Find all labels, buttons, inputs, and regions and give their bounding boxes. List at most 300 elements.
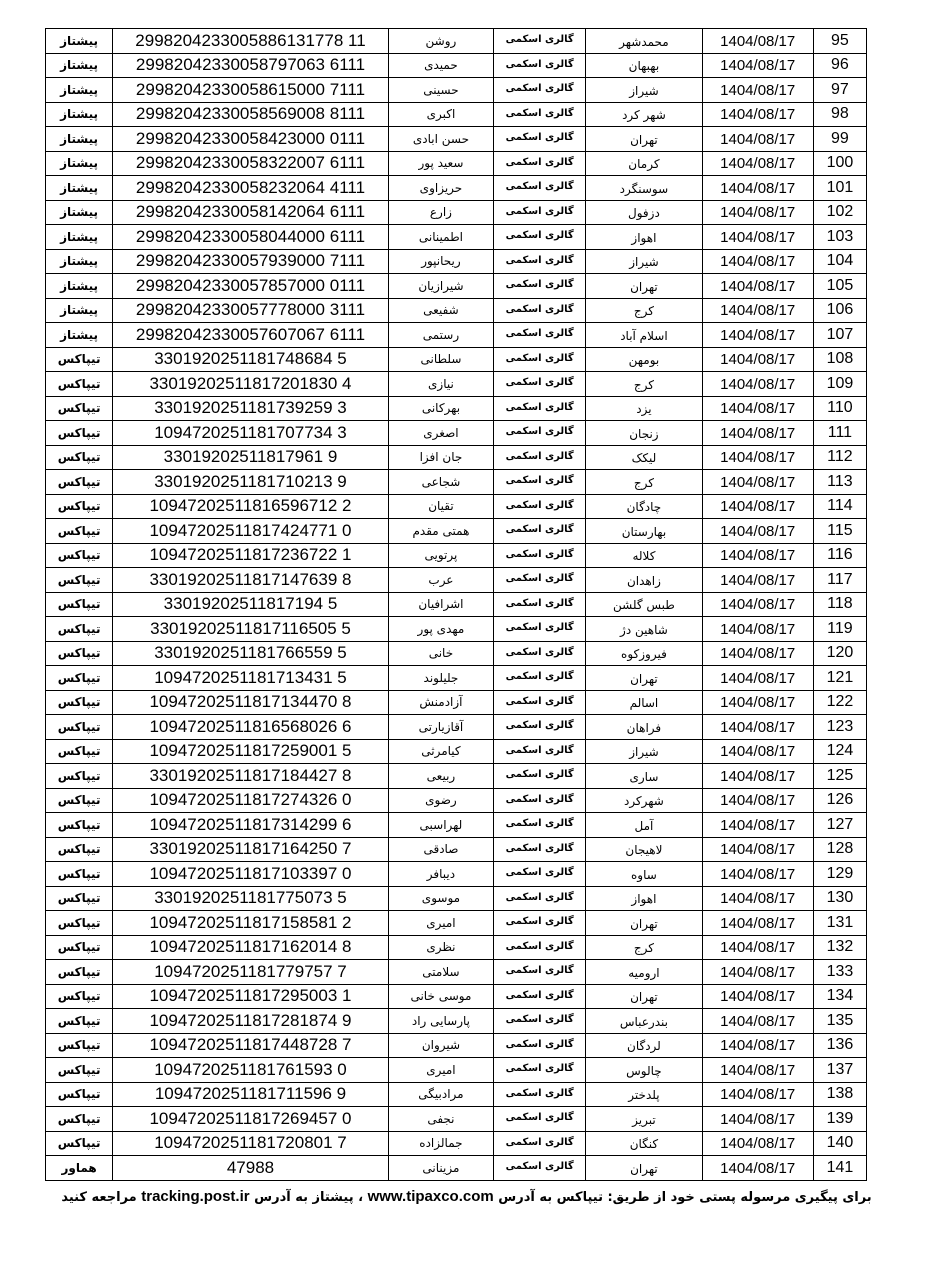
date-cell: 1404/08/17: [702, 935, 813, 960]
carrier-cell: تیپاکس: [46, 690, 113, 715]
sender-cell: گالری اسکمی: [494, 1009, 586, 1034]
sender-cell: گالری اسکمی: [494, 788, 586, 813]
date-cell: 1404/08/17: [702, 347, 813, 372]
tracking-number-cell: 3301920251181775073 5: [113, 886, 389, 911]
row-number-cell: 128: [813, 837, 866, 862]
city-cell: تهران: [586, 666, 702, 691]
recipient-name-cell: همتی مقدم: [388, 519, 493, 544]
carrier-cell: پیشتاز: [46, 274, 113, 299]
tracking-number-cell: 3301920251181766559 5: [113, 641, 389, 666]
recipient-name-cell: کیامرثی: [388, 739, 493, 764]
city-cell: اسالم: [586, 690, 702, 715]
recipient-name-cell: شیروان: [388, 1033, 493, 1058]
carrier-cell: تیپاکس: [46, 862, 113, 887]
tracking-number-cell: 33019202511817184427 8: [113, 764, 389, 789]
row-number-cell: 140: [813, 1131, 866, 1156]
table-row: [46, 617, 867, 642]
date-cell: 1404/08/17: [702, 29, 813, 54]
row-number-cell: 106: [813, 298, 866, 323]
row-number-cell: 135: [813, 1009, 866, 1034]
table-row: [46, 886, 867, 911]
city-cell: تهران: [586, 274, 702, 299]
city-cell: کلاله: [586, 543, 702, 568]
date-cell: 1404/08/17: [702, 960, 813, 985]
carrier-cell: تیپاکس: [46, 837, 113, 862]
table-row: [46, 1009, 867, 1034]
city-cell: زنجان: [586, 421, 702, 446]
table-row: [46, 298, 867, 323]
date-cell: 1404/08/17: [702, 1156, 813, 1181]
city-cell: چادگان: [586, 494, 702, 519]
sender-cell: گالری اسکمی: [494, 225, 586, 250]
city-cell: ارومیه: [586, 960, 702, 985]
carrier-cell: تیپاکس: [46, 1033, 113, 1058]
recipient-name-cell: حریزاوی: [388, 176, 493, 201]
date-cell: 1404/08/17: [702, 372, 813, 397]
table-row: [46, 1058, 867, 1083]
table-row: [46, 862, 867, 887]
recipient-name-cell: مرادبیگی: [388, 1082, 493, 1107]
city-cell: اهواز: [586, 225, 702, 250]
date-cell: 1404/08/17: [702, 862, 813, 887]
recipient-name-cell: ریحانپور: [388, 249, 493, 274]
city-cell: کرمان: [586, 151, 702, 176]
tracking-number-cell: 1094720251181720801 7: [113, 1131, 389, 1156]
tracking-number-cell: 10947202511816568026 6: [113, 715, 389, 740]
sender-cell: گالری اسکمی: [494, 715, 586, 740]
tracking-number-cell: 10947202511817295003 1: [113, 984, 389, 1009]
row-number-cell: 138: [813, 1082, 866, 1107]
sender-cell: گالری اسکمی: [494, 494, 586, 519]
date-cell: 1404/08/17: [702, 1107, 813, 1132]
row-number-cell: 120: [813, 641, 866, 666]
recipient-name-cell: اکبری: [388, 102, 493, 127]
carrier-cell: پیشتاز: [46, 53, 113, 78]
date-cell: 1404/08/17: [702, 225, 813, 250]
date-cell: 1404/08/17: [702, 543, 813, 568]
sender-cell: گالری اسکمی: [494, 249, 586, 274]
city-cell: تهران: [586, 127, 702, 152]
tracking-number-cell: 10947202511817103397 0: [113, 862, 389, 887]
city-cell: ساری: [586, 764, 702, 789]
row-number-cell: 129: [813, 862, 866, 887]
table-row: [46, 984, 867, 1009]
table-row: [46, 739, 867, 764]
city-cell: چالوس: [586, 1058, 702, 1083]
city-cell: بندرعباس: [586, 1009, 702, 1034]
table-row: [46, 445, 867, 470]
date-cell: 1404/08/17: [702, 249, 813, 274]
city-cell: کرج: [586, 372, 702, 397]
date-cell: 1404/08/17: [702, 53, 813, 78]
sender-cell: گالری اسکمی: [494, 739, 586, 764]
table-row: [46, 911, 867, 936]
table-row: [46, 813, 867, 838]
sender-cell: گالری اسکمی: [494, 1082, 586, 1107]
row-number-cell: 97: [813, 78, 866, 103]
date-cell: 1404/08/17: [702, 151, 813, 176]
tipax-url-link[interactable]: www.tipaxco.com: [367, 1188, 494, 1205]
carrier-cell: تیپاکس: [46, 935, 113, 960]
tracking-number-cell: 29982042330058322007 6111: [113, 151, 389, 176]
recipient-name-cell: پارسایی راد: [388, 1009, 493, 1034]
carrier-cell: تیپاکس: [46, 666, 113, 691]
table-row: [46, 249, 867, 274]
recipient-name-cell: اطمینانی: [388, 225, 493, 250]
sender-cell: گالری اسکمی: [494, 641, 586, 666]
row-number-cell: 99: [813, 127, 866, 152]
tracking-number-cell: 29982042330057778000 3111: [113, 298, 389, 323]
recipient-name-cell: شفیعی: [388, 298, 493, 323]
city-cell: کرج: [586, 935, 702, 960]
city-cell: تهران: [586, 1156, 702, 1181]
sender-cell: گالری اسکمی: [494, 690, 586, 715]
row-number-cell: 126: [813, 788, 866, 813]
city-cell: کنگان: [586, 1131, 702, 1156]
recipient-name-cell: شجاعی: [388, 470, 493, 495]
date-cell: 1404/08/17: [702, 1009, 813, 1034]
sender-cell: گالری اسکمی: [494, 470, 586, 495]
table-row: [46, 690, 867, 715]
date-cell: 1404/08/17: [702, 200, 813, 225]
carrier-cell: تیپاکس: [46, 568, 113, 593]
row-number-cell: 102: [813, 200, 866, 225]
carrier-cell: پیشتاز: [46, 127, 113, 152]
recipient-name-cell: نیازی: [388, 372, 493, 397]
recipient-name-cell: بهرکانی: [388, 396, 493, 421]
carrier-cell: تیپاکس: [46, 1131, 113, 1156]
date-cell: 1404/08/17: [702, 837, 813, 862]
city-cell: شاهین دژ: [586, 617, 702, 642]
table-row: [46, 274, 867, 299]
carrier-cell: تیپاکس: [46, 592, 113, 617]
recipient-name-cell: مزینانی: [388, 1156, 493, 1181]
recipient-name-cell: دیبافر: [388, 862, 493, 887]
carrier-cell: پیشتاز: [46, 249, 113, 274]
tracking-number-cell: 33019202511817116505 5: [113, 617, 389, 642]
recipient-name-cell: نجفی: [388, 1107, 493, 1132]
carrier-cell: پیشتاز: [46, 29, 113, 54]
table-row: [46, 519, 867, 544]
table-row: [46, 323, 867, 348]
tracking-footer-note: [20, 1188, 913, 1205]
row-number-cell: 131: [813, 911, 866, 936]
tracking-number-cell: 10947202511817424771 0: [113, 519, 389, 544]
sender-cell: گالری اسکمی: [494, 323, 586, 348]
recipient-name-cell: لهراسبی: [388, 813, 493, 838]
row-number-cell: 96: [813, 53, 866, 78]
recipient-name-cell: امیری: [388, 911, 493, 936]
carrier-cell: پیشتاز: [46, 176, 113, 201]
tracking-number-cell: 1094720251181711596 9: [113, 1082, 389, 1107]
table-row: [46, 788, 867, 813]
sender-cell: گالری اسکمی: [494, 29, 586, 54]
table-row: [46, 1131, 867, 1156]
recipient-name-cell: امیری: [388, 1058, 493, 1083]
table-row: [46, 1033, 867, 1058]
recipient-name-cell: پرتویی: [388, 543, 493, 568]
city-cell: زاهدان: [586, 568, 702, 593]
city-cell: ساوه: [586, 862, 702, 887]
date-cell: 1404/08/17: [702, 617, 813, 642]
tracking-number-cell: 1094720251181707734 3: [113, 421, 389, 446]
date-cell: 1404/08/17: [702, 1082, 813, 1107]
table-row: [46, 666, 867, 691]
city-cell: تهران: [586, 984, 702, 1009]
date-cell: 1404/08/17: [702, 274, 813, 299]
table-row: [46, 1107, 867, 1132]
city-cell: فراهان: [586, 715, 702, 740]
sender-cell: گالری اسکمی: [494, 372, 586, 397]
tracking-number-cell: 29982042330058423000 0111: [113, 127, 389, 152]
carrier-cell: تیپاکس: [46, 445, 113, 470]
carrier-cell: تیپاکس: [46, 347, 113, 372]
date-cell: 1404/08/17: [702, 641, 813, 666]
sender-cell: گالری اسکمی: [494, 1033, 586, 1058]
carrier-cell: پیشتاز: [46, 200, 113, 225]
city-cell: محمدشهر: [586, 29, 702, 54]
recipient-name-cell: جمالزاده: [388, 1131, 493, 1156]
tracking-number-cell: 29982042330058044000 6111: [113, 225, 389, 250]
date-cell: 1404/08/17: [702, 78, 813, 103]
sender-cell: گالری اسکمی: [494, 102, 586, 127]
table-row: [46, 53, 867, 78]
table-row: [46, 935, 867, 960]
recipient-name-cell: ربیعی: [388, 764, 493, 789]
row-number-cell: 101: [813, 176, 866, 201]
table-row: [46, 78, 867, 103]
city-cell: بهبهان: [586, 53, 702, 78]
sender-cell: گالری اسکمی: [494, 1058, 586, 1083]
carrier-cell: پیشتاز: [46, 323, 113, 348]
recipient-name-cell: آزادمنش: [388, 690, 493, 715]
sender-cell: گالری اسکمی: [494, 837, 586, 862]
date-cell: 1404/08/17: [702, 592, 813, 617]
sender-cell: گالری اسکمی: [494, 298, 586, 323]
tracking-number-cell: 29982042330058569008 8111: [113, 102, 389, 127]
table-row: [46, 102, 867, 127]
carrier-cell: تیپاکس: [46, 421, 113, 446]
carrier-cell: تیپاکس: [46, 813, 113, 838]
table-row: [46, 960, 867, 985]
sender-cell: گالری اسکمی: [494, 151, 586, 176]
recipient-name-cell: روشن: [388, 29, 493, 54]
recipient-name-cell: سلامتی: [388, 960, 493, 985]
tracking-number-cell: 10947202511817274326 0: [113, 788, 389, 813]
carrier-cell: تیپاکس: [46, 494, 113, 519]
recipient-name-cell: حسن ابادی: [388, 127, 493, 152]
date-cell: 1404/08/17: [702, 127, 813, 152]
date-cell: 1404/08/17: [702, 421, 813, 446]
carrier-cell: پیشتاز: [46, 102, 113, 127]
recipient-name-cell: شیرازیان: [388, 274, 493, 299]
row-number-cell: 95: [813, 29, 866, 54]
date-cell: 1404/08/17: [702, 323, 813, 348]
sender-cell: گالری اسکمی: [494, 617, 586, 642]
date-cell: 1404/08/17: [702, 298, 813, 323]
table-row: [46, 543, 867, 568]
date-cell: 1404/08/17: [702, 470, 813, 495]
tracking-number-cell: 29982042330057857000 0111: [113, 274, 389, 299]
recipient-name-cell: رستمی: [388, 323, 493, 348]
sender-cell: گالری اسکمی: [494, 813, 586, 838]
row-number-cell: 105: [813, 274, 866, 299]
table-row: [46, 715, 867, 740]
city-cell: فیروزکوه: [586, 641, 702, 666]
sender-cell: گالری اسکمی: [494, 543, 586, 568]
row-number-cell: 133: [813, 960, 866, 985]
date-cell: 1404/08/17: [702, 666, 813, 691]
row-number-cell: 107: [813, 323, 866, 348]
tracking-number-cell: 10947202511817259001 5: [113, 739, 389, 764]
carrier-cell: تیپاکس: [46, 519, 113, 544]
recipient-name-cell: خانی: [388, 641, 493, 666]
recipient-name-cell: حسینی: [388, 78, 493, 103]
row-number-cell: 110: [813, 396, 866, 421]
city-cell: کرج: [586, 470, 702, 495]
row-number-cell: 113: [813, 470, 866, 495]
tracking-number-cell: 10947202511817162014 8: [113, 935, 389, 960]
row-number-cell: 139: [813, 1107, 866, 1132]
tracking-number-cell: 1094720251181779757 7: [113, 960, 389, 985]
shipment-table-body: [46, 29, 867, 1181]
sender-cell: گالری اسکمی: [494, 764, 586, 789]
date-cell: 1404/08/17: [702, 788, 813, 813]
date-cell: 1404/08/17: [702, 739, 813, 764]
row-number-cell: 98: [813, 102, 866, 127]
table-row: [46, 372, 867, 397]
table-row: [46, 176, 867, 201]
row-number-cell: 121: [813, 666, 866, 691]
recipient-name-cell: موسی خانی: [388, 984, 493, 1009]
tracking-number-cell: 29982042330058142064 6111: [113, 200, 389, 225]
date-cell: 1404/08/17: [702, 176, 813, 201]
tracking-number-cell: 47988: [113, 1156, 389, 1181]
city-cell: تبریز: [586, 1107, 702, 1132]
tracking-number-cell: 3301920251181748684 5: [113, 347, 389, 372]
row-number-cell: 109: [813, 372, 866, 397]
city-cell: سوسنگرد: [586, 176, 702, 201]
date-cell: 1404/08/17: [702, 764, 813, 789]
carrier-cell: تیپاکس: [46, 372, 113, 397]
city-cell: شیراز: [586, 78, 702, 103]
sender-cell: گالری اسکمی: [494, 421, 586, 446]
carrier-cell: پیشتاز: [46, 225, 113, 250]
row-number-cell: 111: [813, 421, 866, 446]
tracking-number-cell: 10947202511817314299 6: [113, 813, 389, 838]
city-cell: لردگان: [586, 1033, 702, 1058]
tracking-number-cell: 10947202511817236722 1: [113, 543, 389, 568]
date-cell: 1404/08/17: [702, 690, 813, 715]
row-number-cell: 108: [813, 347, 866, 372]
sender-cell: گالری اسکمی: [494, 396, 586, 421]
carrier-cell: پیشتاز: [46, 151, 113, 176]
table-row: [46, 396, 867, 421]
tracking-number-cell: 29982042330058797063 6111: [113, 53, 389, 78]
tracking-number-cell: 10947202511817158581 2: [113, 911, 389, 936]
table-row: [46, 764, 867, 789]
row-number-cell: 134: [813, 984, 866, 1009]
row-number-cell: 123: [813, 715, 866, 740]
tracking-number-cell: 1094720251181761593 0: [113, 1058, 389, 1083]
table-row: [46, 592, 867, 617]
footer-prefix: برای پیگیری مرسوله پستی خود از طریق: تیپاکس به آدرس: [498, 1190, 872, 1205]
post-tracking-url-link[interactable]: tracking.post.ir: [141, 1188, 250, 1205]
carrier-cell: هماور: [46, 1156, 113, 1181]
date-cell: 1404/08/17: [702, 1058, 813, 1083]
tracking-number-cell: 10947202511817134470 8: [113, 690, 389, 715]
carrier-cell: تیپاکس: [46, 641, 113, 666]
date-cell: 1404/08/17: [702, 813, 813, 838]
row-number-cell: 104: [813, 249, 866, 274]
tracking-number-cell: 33019202511817201830 4: [113, 372, 389, 397]
tracking-number-cell: 3301920251181710213 9: [113, 470, 389, 495]
tracking-number-cell: 29982042330058615000 7111: [113, 78, 389, 103]
tracking-number-cell: 2998204233005886131778 11: [113, 29, 389, 54]
sender-cell: گالری اسکمی: [494, 666, 586, 691]
table-row: [46, 347, 867, 372]
recipient-name-cell: موسوی: [388, 886, 493, 911]
row-number-cell: 127: [813, 813, 866, 838]
row-number-cell: 132: [813, 935, 866, 960]
table-row: [46, 641, 867, 666]
sender-cell: گالری اسکمی: [494, 568, 586, 593]
row-number-cell: 117: [813, 568, 866, 593]
carrier-cell: تیپاکس: [46, 960, 113, 985]
tracking-number-cell: 10947202511817269457 0: [113, 1107, 389, 1132]
date-cell: 1404/08/17: [702, 102, 813, 127]
tracking-number-cell: 10947202511817448728 7: [113, 1033, 389, 1058]
row-number-cell: 141: [813, 1156, 866, 1181]
tracking-number-cell: 10947202511816596712 2: [113, 494, 389, 519]
city-cell: بهارستان: [586, 519, 702, 544]
table-row: [46, 151, 867, 176]
city-cell: پلدختر: [586, 1082, 702, 1107]
date-cell: 1404/08/17: [702, 494, 813, 519]
city-cell: اهواز: [586, 886, 702, 911]
table-row: [46, 470, 867, 495]
table-row: [46, 494, 867, 519]
sender-cell: گالری اسکمی: [494, 200, 586, 225]
city-cell: تهران: [586, 911, 702, 936]
row-number-cell: 115: [813, 519, 866, 544]
table-row: [46, 568, 867, 593]
sender-cell: گالری اسکمی: [494, 1156, 586, 1181]
recipient-name-cell: مهدی پور: [388, 617, 493, 642]
tracking-number-cell: 33019202511817164250 7: [113, 837, 389, 862]
row-number-cell: 130: [813, 886, 866, 911]
sender-cell: گالری اسکمی: [494, 911, 586, 936]
carrier-cell: تیپاکس: [46, 1107, 113, 1132]
carrier-cell: تیپاکس: [46, 1082, 113, 1107]
date-cell: 1404/08/17: [702, 445, 813, 470]
tracking-number-cell: 29982042330057607067 6111: [113, 323, 389, 348]
date-cell: 1404/08/17: [702, 911, 813, 936]
carrier-cell: تیپاکس: [46, 764, 113, 789]
tracking-number-cell: 1094720251181713431 5: [113, 666, 389, 691]
date-cell: 1404/08/17: [702, 886, 813, 911]
city-cell: اسلام آباد: [586, 323, 702, 348]
city-cell: لاهیجان: [586, 837, 702, 862]
sender-cell: گالری اسکمی: [494, 935, 586, 960]
recipient-name-cell: صادقی: [388, 837, 493, 862]
sender-cell: گالری اسکمی: [494, 519, 586, 544]
row-number-cell: 114: [813, 494, 866, 519]
city-cell: طبس گلشن: [586, 592, 702, 617]
recipient-name-cell: اصغری: [388, 421, 493, 446]
city-cell: شهرکرد: [586, 788, 702, 813]
table-row: [46, 1156, 867, 1181]
